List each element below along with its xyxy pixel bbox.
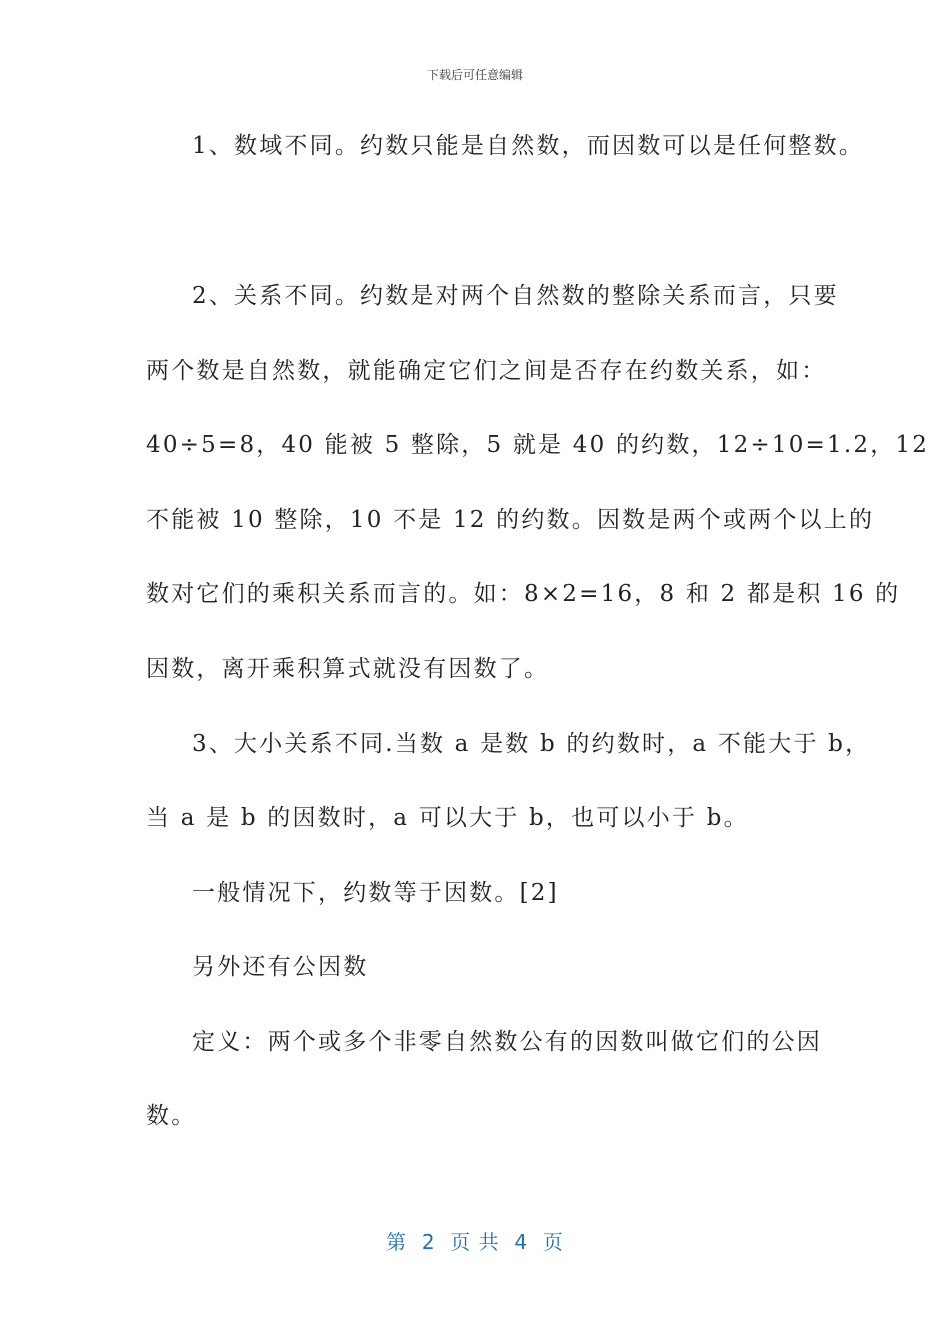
page-header: 下载后可任意编辑	[426, 68, 523, 82]
paragraph-2-line-6: 因数，离开乘积算式就没有因数了。	[146, 656, 550, 682]
paragraph-1-line-1: 1、数域不同。约数只能是自然数，而因数可以是任何整数。	[192, 133, 865, 159]
paragraph-2-line-5: 数对它们的乘积关系而言的。如：8×2=16，8 和 2 都是积 16 的	[146, 581, 901, 607]
page-footer: 第 2 页 共 4 页	[386, 1230, 564, 1254]
definition-line-2: 数。	[146, 1103, 197, 1129]
paragraph-2-line-4: 不能被 10 整除，10 不是 12 的约数。因数是两个或两个以上的	[146, 507, 875, 533]
definition-line-1: 定义：两个或多个非零自然数公有的因数叫做它们的公因	[192, 1029, 822, 1055]
paragraph-3-line-2: 当 a 是 b 的因数时，a 可以大于 b，也可以小于 b。	[146, 805, 749, 831]
paragraph-3-line-1: 3、大小关系不同.当数 a 是数 b 的约数时，a 不能大于 b，	[192, 731, 871, 757]
paragraph-4-line-1: 一般情况下，约数等于因数。[2]	[192, 880, 559, 906]
paragraph-2-line-1: 2、关系不同。约数是对两个自然数的整除关系而言，只要	[192, 283, 839, 309]
paragraph-2-line-2: 两个数是自然数，就能确定它们之间是否存在约数关系，如：	[146, 358, 827, 384]
paragraph-5-line-1: 另外还有公因数	[192, 954, 369, 980]
paragraph-2-line-3: 40÷5=8，40 能被 5 整除，5 就是 40 的约数，12÷10=1.2，12	[146, 432, 930, 458]
